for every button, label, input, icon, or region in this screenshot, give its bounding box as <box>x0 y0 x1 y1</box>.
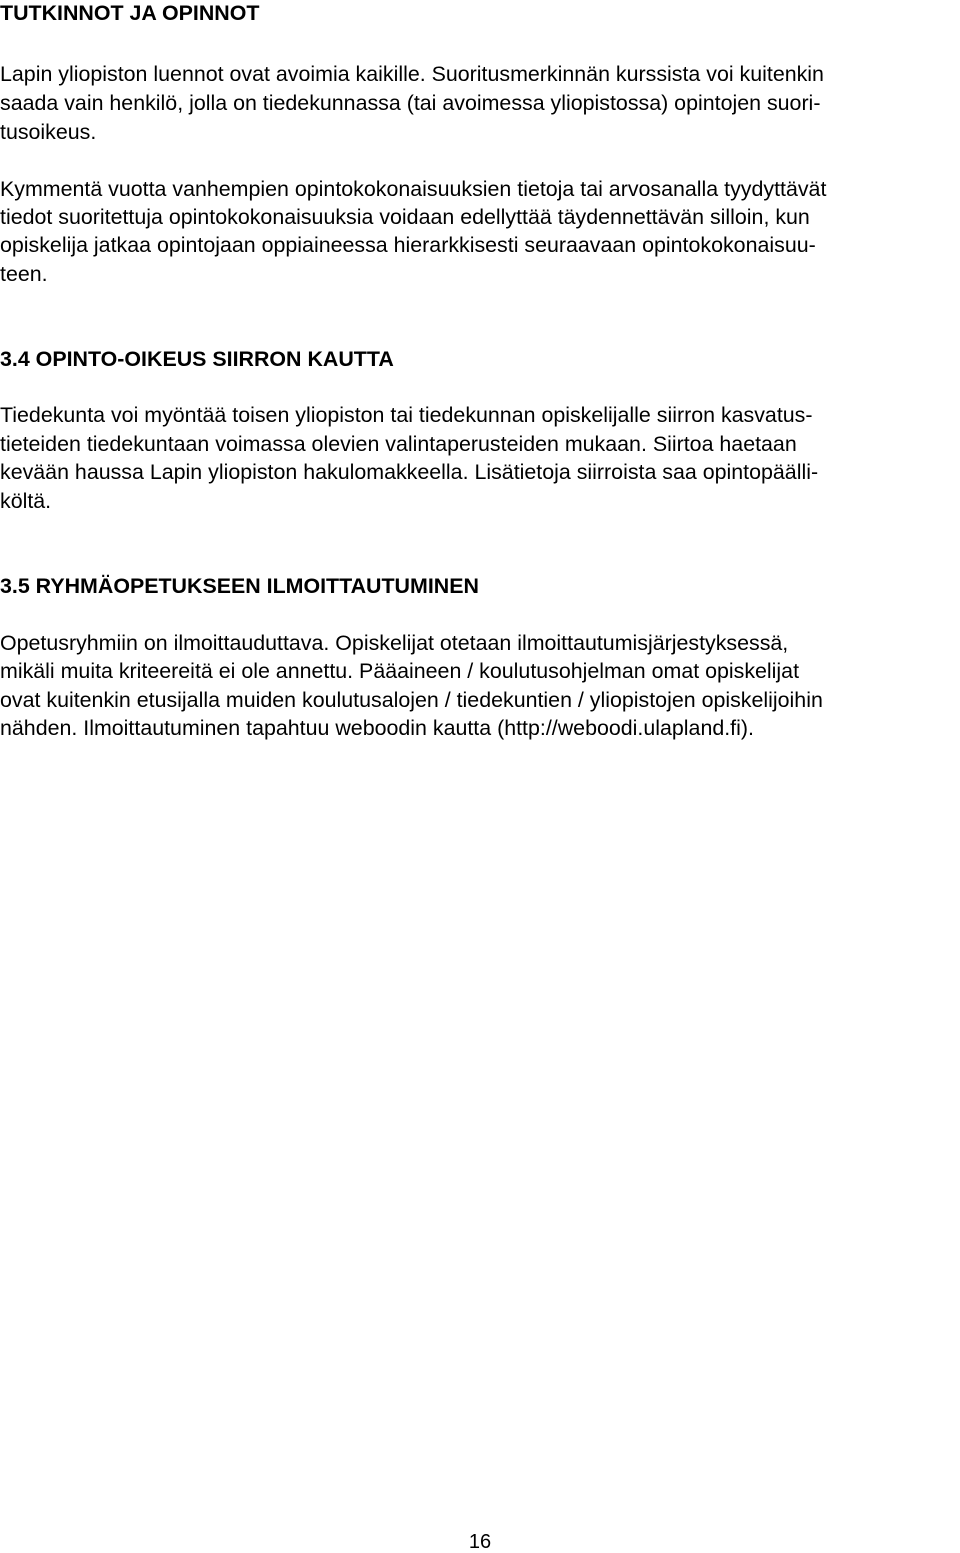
paragraph-line: mikäli muita kriteereitä ei ole annettu. Pääaineen / koulutusohjelman omat opiskelijat <box>0 659 800 683</box>
section-title: TUTKINNOT JA OPINNOT <box>0 1 260 25</box>
paragraph-line: ovat kuitenkin etusijalla muiden koulutusalojen / tiedekuntien / yliopistojen opiskelijoihin <box>0 688 823 712</box>
paragraph-line: tusoikeus. <box>0 120 97 144</box>
page-number: 16 <box>468 1531 492 1553</box>
paragraph-line: teen. <box>0 262 48 286</box>
paragraph-line: saada vain henkilö, jolla on tiedekunnassa (tai avoimessa yliopistossa) opintojen suori- <box>0 91 821 115</box>
paragraph-line: Tiedekunta voi myöntää toisen yliopiston tai tiedekunnan opiskelijalle siirron kasvatus- <box>0 403 813 427</box>
section-heading: 3.5 RYHMÄOPETUKSEEN ILMOITTAUTUMINEN <box>0 574 479 598</box>
paragraph-line: Lapin yliopiston luennot ovat avoimia kaikille. Suoritusmerkinnän kurssista voi kuitenkin <box>0 62 824 86</box>
paragraph-line: tieteiden tiedekuntaan voimassa olevien valintaperusteiden mukaan. Siirtoa haetaan <box>0 432 797 456</box>
paragraph-line: nähden. Ilmoittautuminen tapahtuu weboodin kautta (http://weboodi.ulapland.fi). <box>0 716 754 740</box>
paragraph-line: költä. <box>0 489 52 513</box>
section-heading: 3.4 OPINTO-OIKEUS SIIRRON KAUTTA <box>0 347 394 371</box>
paragraph-line: opiskelija jatkaa opintojaan oppiaineessa hierarkkisesti seuraavaan opintokokonaisuu- <box>0 233 816 257</box>
paragraph-line: kevään haussa Lapin yliopiston hakulomakkeella. Lisätietoja siirroista saa opintopäälli- <box>0 460 819 484</box>
paragraph-line: Opetusryhmiin on ilmoittauduttava. Opiskelijat otetaan ilmoittautumisjärjestyksessä, <box>0 631 789 655</box>
paragraph-line: Kymmentä vuotta vanhempien opintokokonaisuuksien tietoja tai arvosanalla tyydyttävät <box>0 177 827 201</box>
paragraph-line: tiedot suoritettuja opintokokonaisuuksia voidaan edellyttää täydennettävän silloin, kun <box>0 205 810 229</box>
